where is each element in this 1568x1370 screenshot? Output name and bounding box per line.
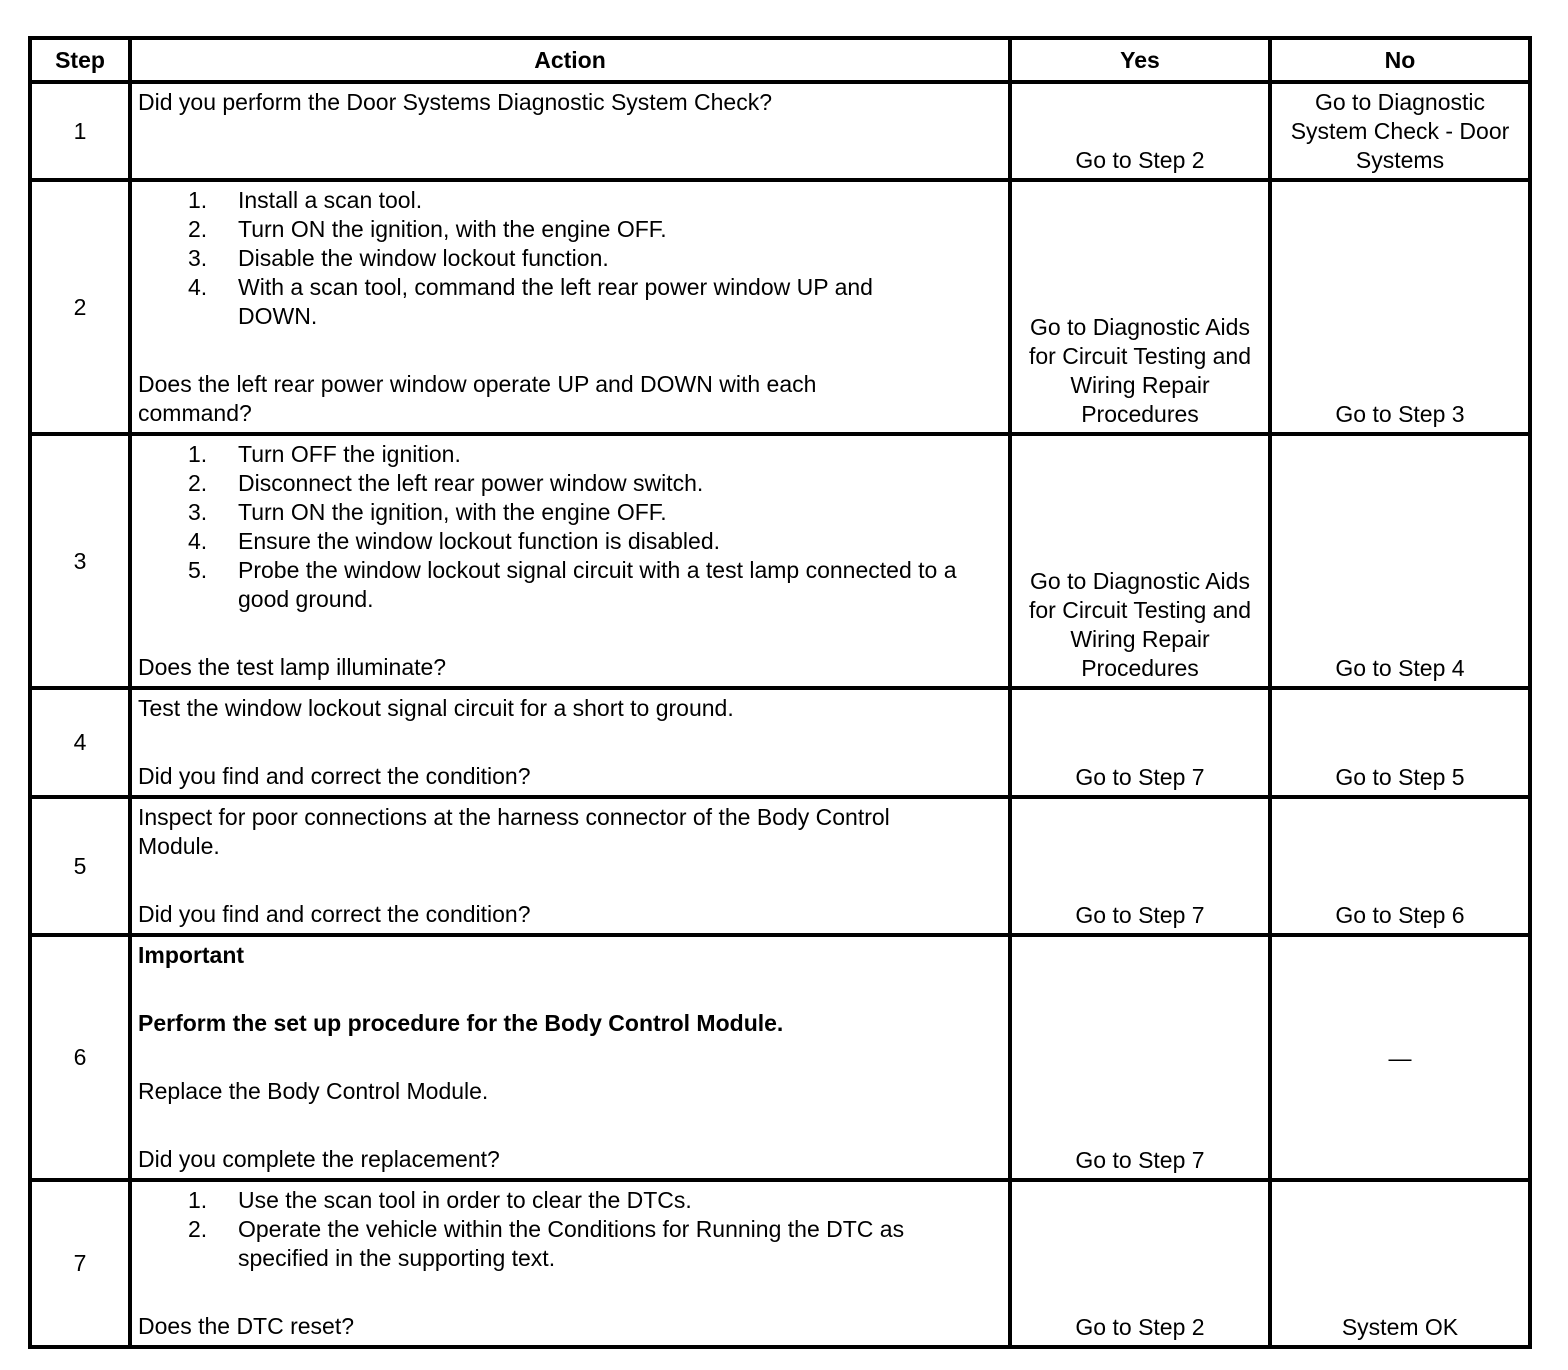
step-number: 6 xyxy=(30,935,130,1180)
action-cell xyxy=(130,434,1010,688)
action-cell xyxy=(130,82,1010,180)
instruction-item: 2. Turn ON the ignition, with the engine OFF. xyxy=(188,216,667,242)
no-result: Go to Step 4 xyxy=(1270,434,1530,688)
yes-result: Go to Step 2 xyxy=(1010,1180,1270,1347)
step-number: 3 xyxy=(30,434,130,688)
step-number: 5 xyxy=(30,797,130,935)
no-result: — xyxy=(1270,935,1530,1180)
action-cell xyxy=(130,180,1010,434)
table-row-step-1 xyxy=(30,82,1530,180)
instruction-item: 3. Disable the window lockout function. xyxy=(188,245,609,271)
yes-result: Go to Step 7 xyxy=(1010,797,1270,935)
no-result: Go to Step 5 xyxy=(1270,688,1530,797)
step-number: 2 xyxy=(30,180,130,434)
table-row-step-7 xyxy=(30,1180,1530,1347)
instruction-item: 3. Turn ON the ignition, with the engine OFF. xyxy=(188,499,667,525)
instruction-text: Inspect for poor connections at the harness connector of the Body Control Module. xyxy=(138,804,890,859)
instruction-item: 2. Disconnect the left rear power window switch. xyxy=(188,470,704,496)
diagnostic-table xyxy=(28,36,1532,1349)
instruction-text: Replace the Body Control Module. xyxy=(138,1078,489,1104)
question-text: Did you find and correct the condition? xyxy=(138,901,531,927)
important-note: Perform the set up procedure for the Body Control Module. xyxy=(138,1010,784,1036)
action-cell xyxy=(130,688,1010,797)
instruction-item: 1. Turn OFF the ignition. xyxy=(188,441,461,467)
header-row xyxy=(30,38,1530,82)
yes-result: Go to Step 2 xyxy=(1010,82,1270,180)
question-text: Does the DTC reset? xyxy=(138,1313,355,1339)
instruction-list xyxy=(138,1186,1002,1273)
instruction-item: 1. Install a scan tool. xyxy=(188,187,423,213)
instruction-item: 4. With a scan tool, command the left rear power window UP and DOWN. xyxy=(188,274,873,329)
no-result: System OK xyxy=(1270,1180,1530,1347)
header-no: No xyxy=(1270,38,1530,82)
no-result: Go to Diagnostic System Check - Door Systems xyxy=(1270,82,1530,180)
step-number: 4 xyxy=(30,688,130,797)
question-text: Did you find and correct the condition? xyxy=(138,763,531,789)
action-cell xyxy=(130,935,1010,1180)
header-action: Action xyxy=(130,38,1010,82)
yes-result: Go to Step 7 xyxy=(1010,688,1270,797)
instruction-item: 4. Ensure the window lockout function is disabled. xyxy=(188,528,721,554)
no-result: Go to Step 6 xyxy=(1270,797,1530,935)
table-row-step-3 xyxy=(30,434,1530,688)
instruction-item: 5. Probe the window lockout signal circuit with a test lamp connected to a good ground. xyxy=(188,557,957,612)
important-label: Important xyxy=(138,942,245,968)
table-row-step-4 xyxy=(30,688,1530,797)
question-text: Does the left rear power window operate UP and DOWN with each command? xyxy=(138,371,817,426)
step-number: 7 xyxy=(30,1180,130,1347)
yes-result: Go to Diagnostic Aids for Circuit Testing and Wiring Repair Procedures xyxy=(1010,180,1270,434)
instruction-list xyxy=(138,440,1002,614)
yes-result: Go to Step 7 xyxy=(1010,935,1270,1180)
table-row-step-6 xyxy=(30,935,1530,1180)
question-text: Did you perform the Door Systems Diagnostic System Check? xyxy=(138,89,773,115)
instruction-list xyxy=(138,186,1002,331)
no-result: Go to Step 3 xyxy=(1270,180,1530,434)
header-yes: Yes xyxy=(1010,38,1270,82)
yes-result: Go to Diagnostic Aids for Circuit Testing and Wiring Repair Procedures xyxy=(1010,434,1270,688)
instruction-item: 2. Operate the vehicle within the Conditions for Running the DTC as specified in the supporting text. xyxy=(188,1216,905,1271)
question-text: Did you complete the replacement? xyxy=(138,1146,500,1172)
instruction-text: Test the window lockout signal circuit for a short to ground. xyxy=(138,695,734,721)
step-number: 1 xyxy=(30,82,130,180)
question-text: Does the test lamp illuminate? xyxy=(138,654,447,680)
instruction-item: 1. Use the scan tool in order to clear the DTCs. xyxy=(188,1187,692,1213)
action-cell xyxy=(130,797,1010,935)
action-cell xyxy=(130,1180,1010,1347)
table-row-step-2 xyxy=(30,180,1530,434)
header-step: Step xyxy=(30,38,130,82)
table-row-step-5 xyxy=(30,797,1530,935)
